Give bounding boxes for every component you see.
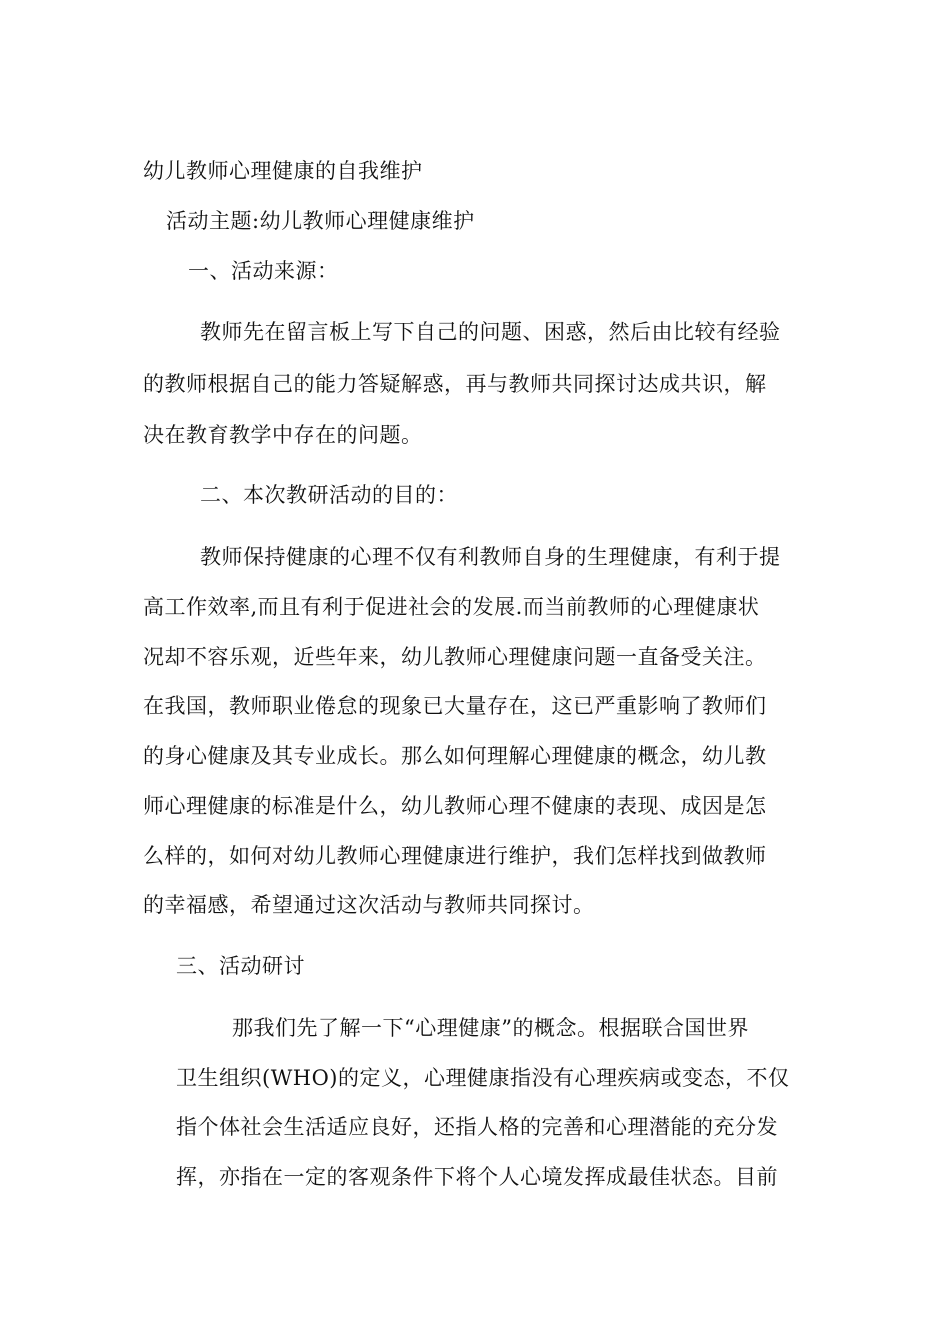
paragraph-line: 教师先在留言板上写下自己的问题、困惑，然后由比较有经验 xyxy=(200,320,781,344)
paragraph-line: 卫生组织(WHO)的定义，心理健康指没有心理疾病或变态，不仅 xyxy=(176,1066,790,1090)
paragraph-line: 的教师根据自己的能力答疑解惑，再与教师共同探讨达成共识，解 xyxy=(143,372,767,396)
paragraph-line: 高工作效率,而且有利于促进社会的发展.而当前教师的心理健康状 xyxy=(143,595,760,619)
paragraph-line: 的幸福感，希望通过这次活动与教师共同探讨。 xyxy=(143,893,595,917)
paragraph-line: 么样的，如何对幼儿教师心理健康进行维护，我们怎样找到做教师 xyxy=(143,844,767,868)
section-heading-source: 一、活动来源： xyxy=(188,259,339,283)
paragraph-line: 在我国，教师职业倦怠的现象已大量存在，这已严重影响了教师们 xyxy=(143,694,767,718)
activity-theme: 活动主题:幼儿教师心理健康维护 xyxy=(166,209,475,233)
section-heading-discussion: 三、活动研讨 xyxy=(176,954,305,978)
paragraph-line: 师心理健康的标准是什么，幼儿教师心理不健康的表现、成因是怎 xyxy=(143,794,767,818)
paragraph-line: 教师保持健康的心理不仅有利教师自身的生理健康，有利于提 xyxy=(200,545,781,569)
paragraph-line: 的身心健康及其专业成长。那么如何理解心理健康的概念，幼儿教 xyxy=(143,744,767,768)
paragraph-line: 况却不容乐观，近些年来，幼儿教师心理健康问题一直备受关注。 xyxy=(143,645,767,669)
paragraph-line: 决在教育教学中存在的问题。 xyxy=(143,423,423,447)
section-heading-purpose: 二、本次教研活动的目的： xyxy=(200,483,458,507)
paragraph-line: 挥，亦指在一定的客观条件下将个人心境发挥成最佳状态。目前 xyxy=(176,1165,778,1189)
paragraph-line: 指个体社会生活适应良好，还指人格的完善和心理潜能的充分发 xyxy=(176,1115,778,1139)
paragraph-line: 那我们先了解一下“心理健康”的概念。根据联合国世界 xyxy=(232,1016,749,1040)
document-title: 幼儿教师心理健康的自我维护 xyxy=(143,159,423,183)
